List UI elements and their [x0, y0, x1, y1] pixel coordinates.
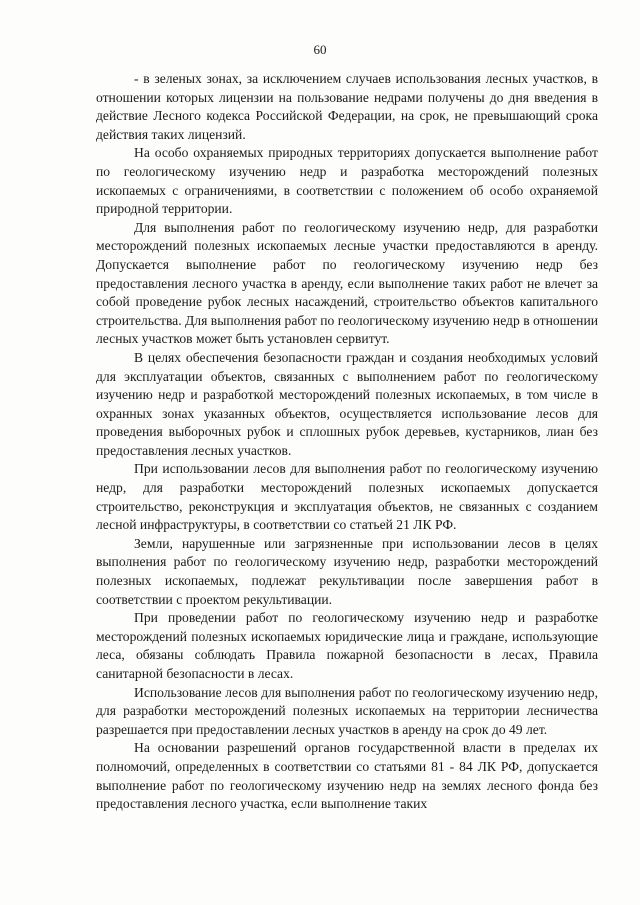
paragraph-construction: При использовании лесов для выполнения работ по геологическому изучению недр, для разработки месторождений полезных ископаемых допускается строительство, реконструкция и эксплуатация объектов, не связанных с созданием лесной инфраструктуры, в соответствии со статьей 21 ЛК РФ.	[96, 461, 598, 533]
paragraph-permits: На основании разрешений органов государственной власти в пределах их полномочий, определенных в соответствии со статьями 81 - 84 ЛК РФ, допускается выполнение работ по геологическому изучению недр на землях лесного фонда без предоставления лесного участка, если выполнение таких	[96, 740, 598, 812]
page-number: 60	[313, 42, 327, 57]
paragraph-protected-areas: На особо охраняемых природных территориях допускается выполнение работ по геологическому изучению недр и разработка месторождений полезных ископаемых с ограничениями, в соответствии с положением об особо охраняемой природной территории.	[96, 145, 598, 217]
paragraph-safety-logging: В целях обеспечения безопасности граждан и создания необходимых условий для эксплуатации объектов, связанных с выполнением работ по геологическому изучению недр и разработкой месторождений полезных ископаемых, в том числе в охранных зонах указанных объектов, осуществляется использование лесов для проведения выборочных рубок и сплошных рубок деревьев, кустарников, лиан без предоставления лесных участков.	[96, 349, 598, 458]
paragraph-reclamation: Земли, нарушенные или загрязненные при использовании лесов в целях выполнения работ по геологическому изучению недр, разработки месторождений полезных ископаемых, подлежат рекультивации после завершения работ в соответствии с проектом рекультивации.	[96, 535, 598, 607]
document-body	[96, 70, 598, 814]
paragraph-lease-provision: Для выполнения работ по геологическому изучению недр, для разработки месторождений полезных ископаемых лесные участки предоставляются в аренду. Допускается выполнение работ по геологическому изучению недр без предоставления лесного участка в аренду, если выполнение таких работ не влечет за собой проведение рубок лесных насаждений, строительство объектов капитального строительства. Для выполнения работ по геологическому изучению недр в отношении лесных участков может быть установлен сервитут.	[96, 219, 598, 347]
paragraph-fire-safety: При проведении работ по геологическому изучению недр и разработке месторождений полезных ископаемых юридические лица и граждане, использующие леса, обязаны соблюдать Правила пожарной безопасности в лесах, Правила санитарной безопасности в лесах.	[96, 610, 598, 681]
paragraph-lease-term: Использование лесов для выполнения работ по геологическому изучению недр, для разработки месторождений полезных ископаемых на территории лесничества разрешается при предоставлении лесных участков в аренду на срок до 49 лет.	[96, 684, 598, 737]
paragraph-green-zones: - в зеленых зонах, за исключением случаев использования лесных участков, в отношении которых лицензии на пользование недрами получены до дня введения в действие Лесного кодекса Российской Федерации, на срок, не превышающий срока действия таких лицензий.	[96, 71, 598, 142]
